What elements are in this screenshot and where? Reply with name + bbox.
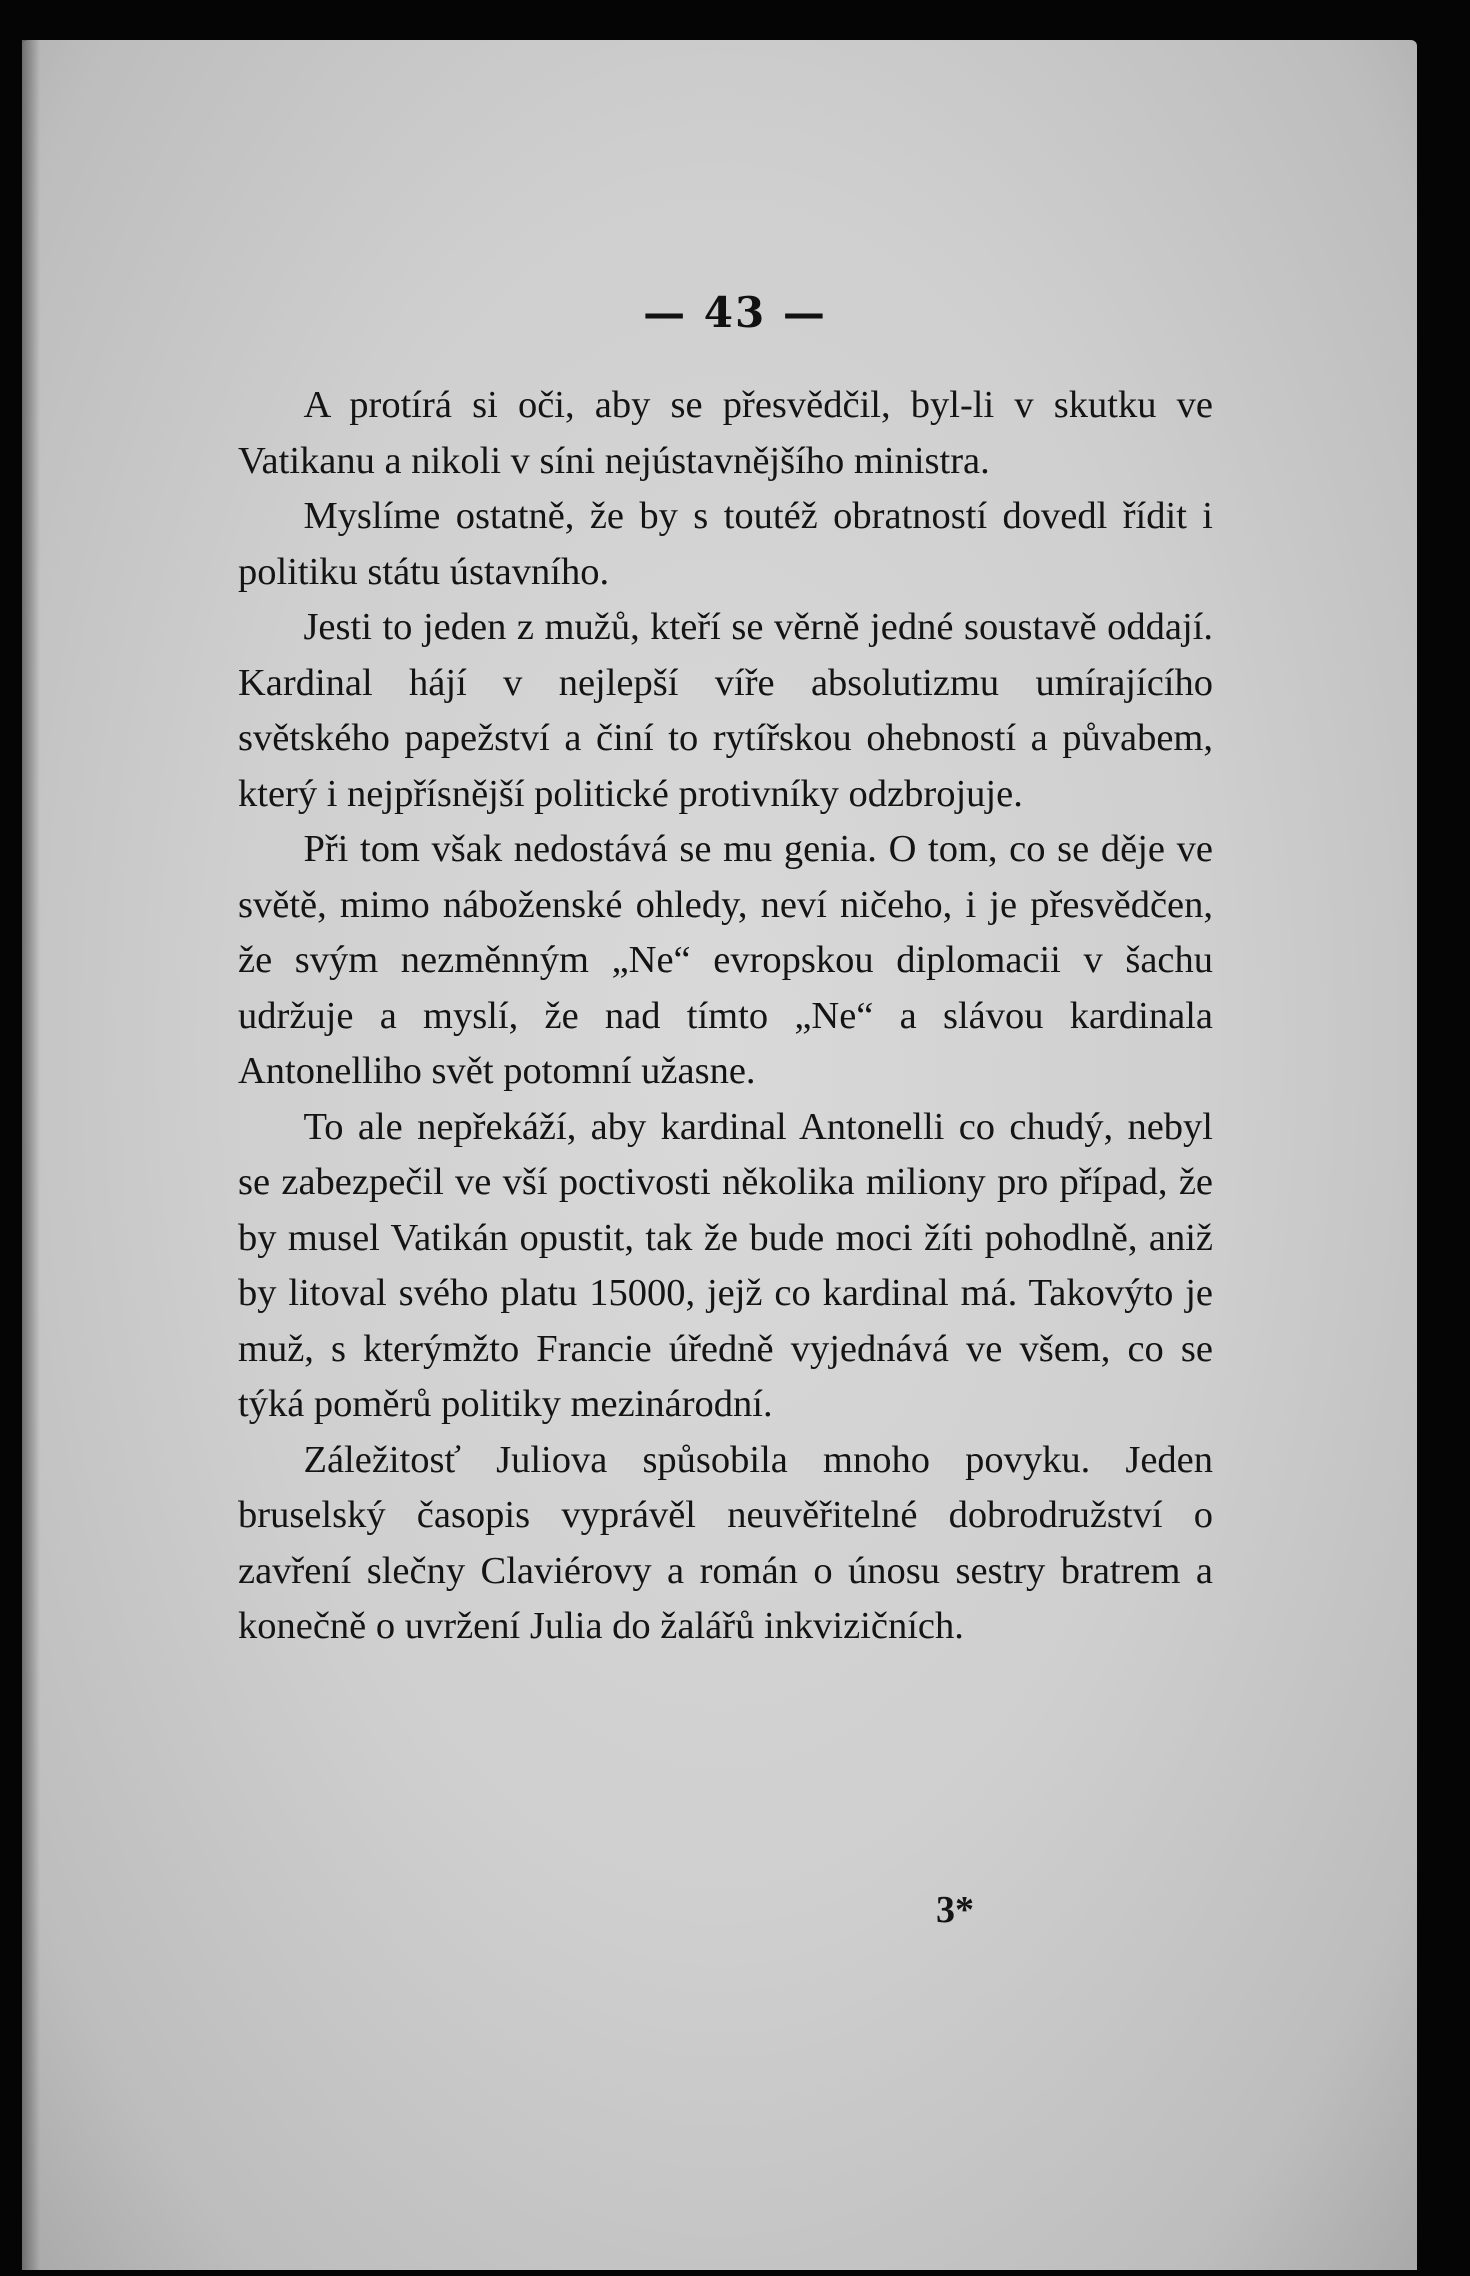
paragraph-6: Záležitosť Juliova spůsobila mnoho povyku. Jeden bruselský časopis vyprávěl neuvěřitelné dobrodružství o zavření slečny Claviérovy a román o únosu sestry bratrem a konečně o uvržení Julia do žalářů inkvizičních. (238, 1438, 1213, 1647)
paragraph-4: Při tom však nedostává se mu genia. O tom, co se děje ve světě, mimo náboženské ohledy, neví ničeho, i je přesvědčen, že svým nezměnným „Ne“ evropskou diplomacii v šachu udržuje a myslí, že nad tímto „Ne“ a slávou kardinala Antonelliho svět potomní užasne. (238, 828, 1213, 1092)
paragraph-2: Myslíme ostatně, že by s toutéž obratností dovedl řídit i politiku státu ústavního. (238, 495, 1213, 593)
signature-mark: 3* (936, 1889, 974, 1931)
paragraph-1: A protírá si oči, aby se přesvědčil, byl-li v skutku ve Vatikanu a nikoli v síni nejústavnějšího ministra. (238, 384, 1213, 482)
page-body-text (238, 378, 1213, 1655)
paragraph-3: Jesti to jeden z mužů, kteří se věrně jedné soustavě oddají. Kardinal hájí v nejlepší víře absolutizmu umírajícího světského papežství a činí to rytířskou ohebností a půvabem, který i nejpřísnější politické protivníky odzbrojuje. (238, 606, 1213, 815)
paragraph-5: To ale nepřekáží, aby kardinal Antonelli co chudý, nebyl se zabezpečil ve vší poctivosti několika miliony pro případ, že by musel Vatikán opustit, tak že bude moci žíti pohodlně, aniž by litoval svého platu 15000, jejž co kardinal má. Takovýto je muž, s kterýmžto Francie úředně vyjednává ve všem, co se týká poměrů politiky mezinárodní. (238, 1105, 1213, 1425)
page-number: — 43 — (643, 288, 827, 337)
